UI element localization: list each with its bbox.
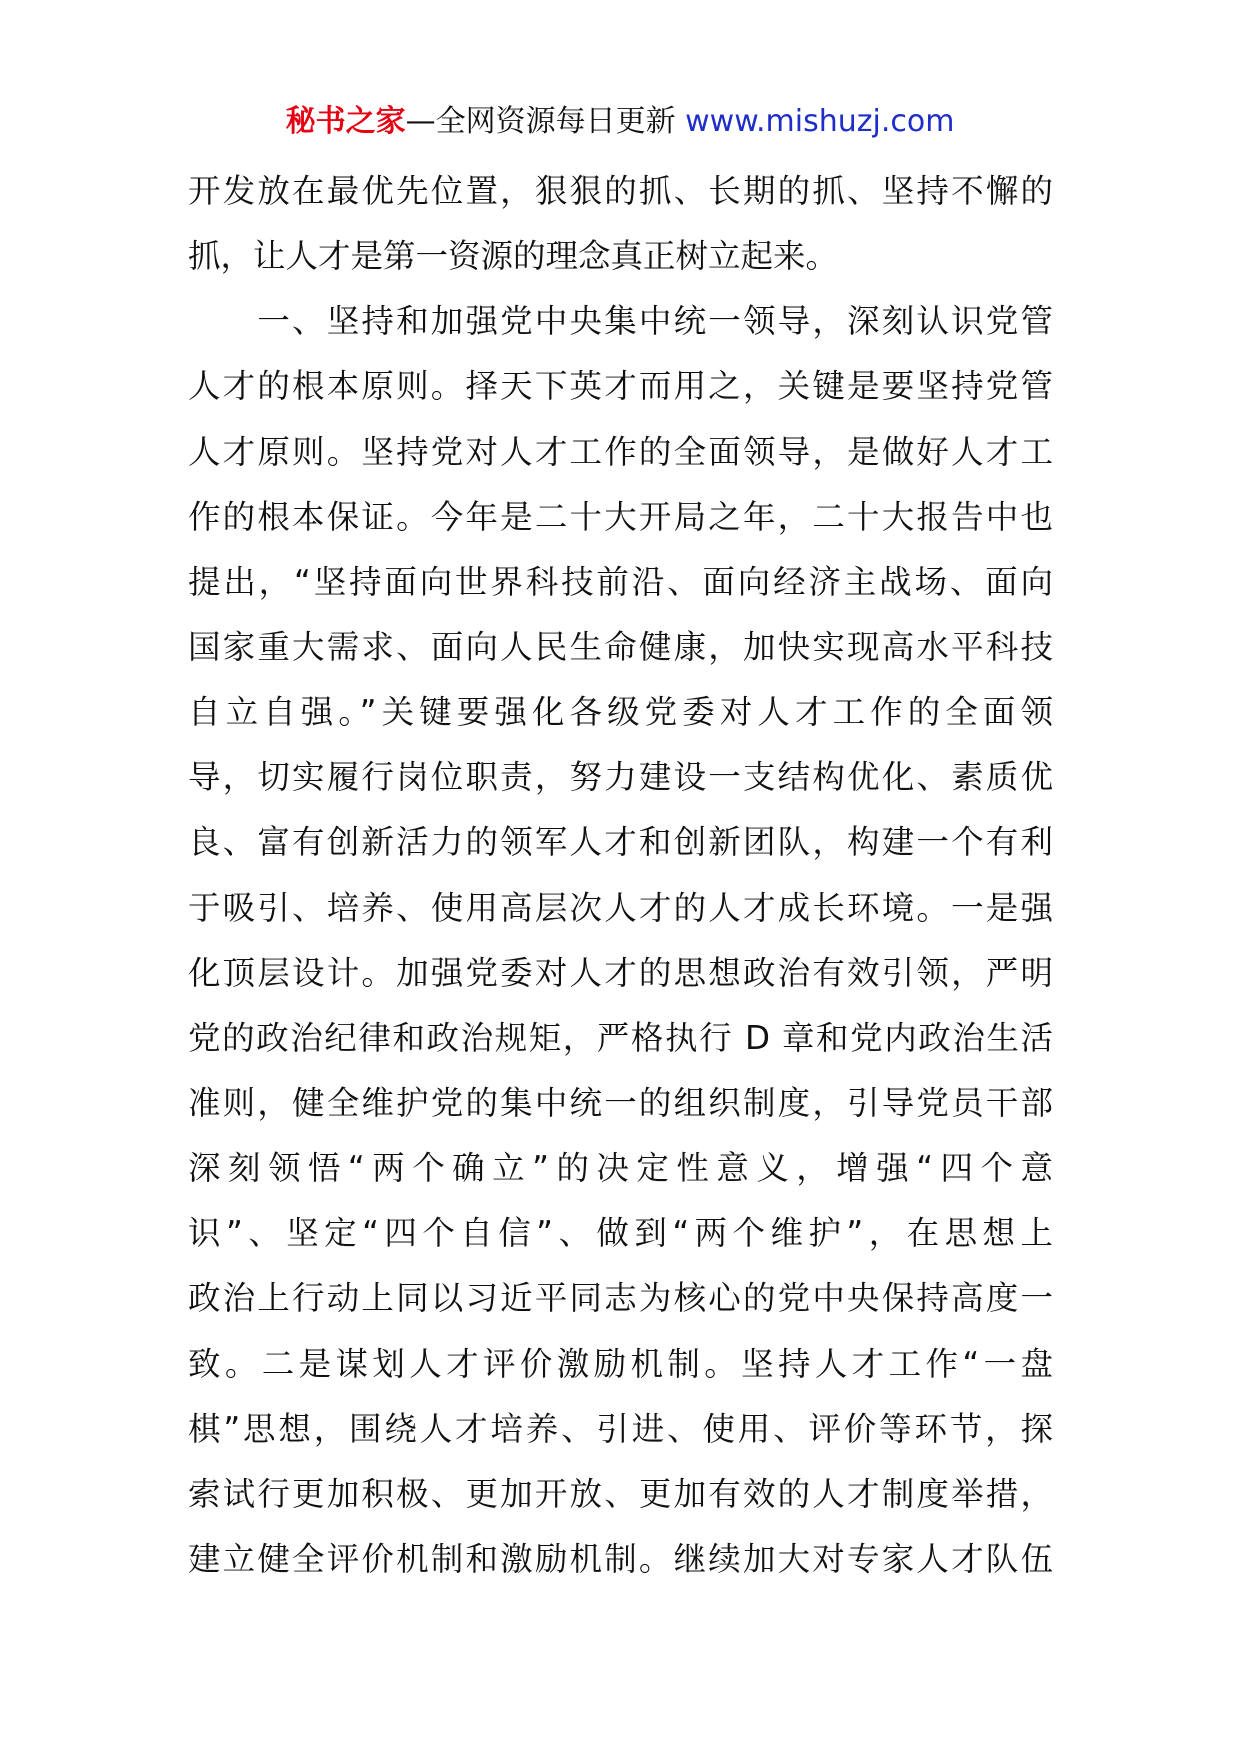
text-line: 作的根本保证。今年是二十大开局之年，二十大报告中也 [188, 497, 1053, 536]
text-line: 抓，让人才是第一资源的理念真正树立起来。 [188, 237, 839, 276]
site-brand: 秘书之家 [285, 104, 406, 139]
site-url-link[interactable]: www.mishuzj.com [685, 104, 955, 139]
page-header [0, 100, 1240, 144]
text-line: 致。二是谋划人才评价激励机制。坚持人才工作“一盘 [188, 1344, 1053, 1383]
text-line: 索试行更加积极、更加开放、更加有效的人才制度举措， [188, 1474, 1053, 1513]
text-line: 提出，“坚持面向世界科技前沿、面向经济主战场、面向 [188, 562, 1053, 601]
text-line: 开发放在最优先位置，狠狠的抓、长期的抓、坚持不懈的 [188, 172, 1053, 210]
text-line: 国家重大需求、面向人民生命健康，加快实现高水平科技 [188, 627, 1053, 666]
site-tagline: —全网资源每日更新 [405, 104, 676, 139]
text-line: 人才的根本原则。择天下英才而用之，关键是要坚持党管 [188, 367, 1053, 406]
text-line: 化顶层设计。加强党委对人才的思想政治有效引领，严明 [188, 953, 1053, 992]
text-line: 导，切实履行岗位职责，努力建设一支结构优化、素质优 [188, 758, 1053, 797]
text-line: 棋”思想，围绕人才培养、引进、使用、评价等环节，探 [188, 1409, 1053, 1448]
text-line: 自立自强。”关键要强化各级党委对人才工作的全面领 [188, 693, 1053, 732]
text-line: 一、坚持和加强党中央集中统一领导，深刻认识党管 [188, 302, 1053, 341]
text-line: 深刻领悟“两个确立”的决定性意义，增强“四个意 [188, 1149, 1053, 1188]
text-line: 建立健全评价机制和激励机制。继续加大对专家人才队伍 [188, 1539, 1053, 1578]
text-line: 良、富有创新活力的领军人才和创新团队，构建一个有利 [188, 823, 1053, 862]
text-line: 党的政治纪律和政治规矩，严格执行 D 章和党内政治生活 [188, 1018, 1053, 1057]
text-line: 政治上行动上同以习近平同志为核心的党中央保持高度一 [188, 1279, 1053, 1318]
text-line: 准则，健全维护党的集中统一的组织制度，引导党员干部 [188, 1083, 1053, 1122]
text-line: 人才原则。坚持党对人才工作的全面领导，是做好人才工 [188, 432, 1053, 471]
document-body [188, 159, 1053, 1592]
text-line: 于吸引、培养、使用高层次人才的人才成长环境。一是强 [188, 888, 1053, 927]
text-line: 识”、坚定“四个自信”、做到“两个维护”，在思想上 [188, 1214, 1053, 1253]
